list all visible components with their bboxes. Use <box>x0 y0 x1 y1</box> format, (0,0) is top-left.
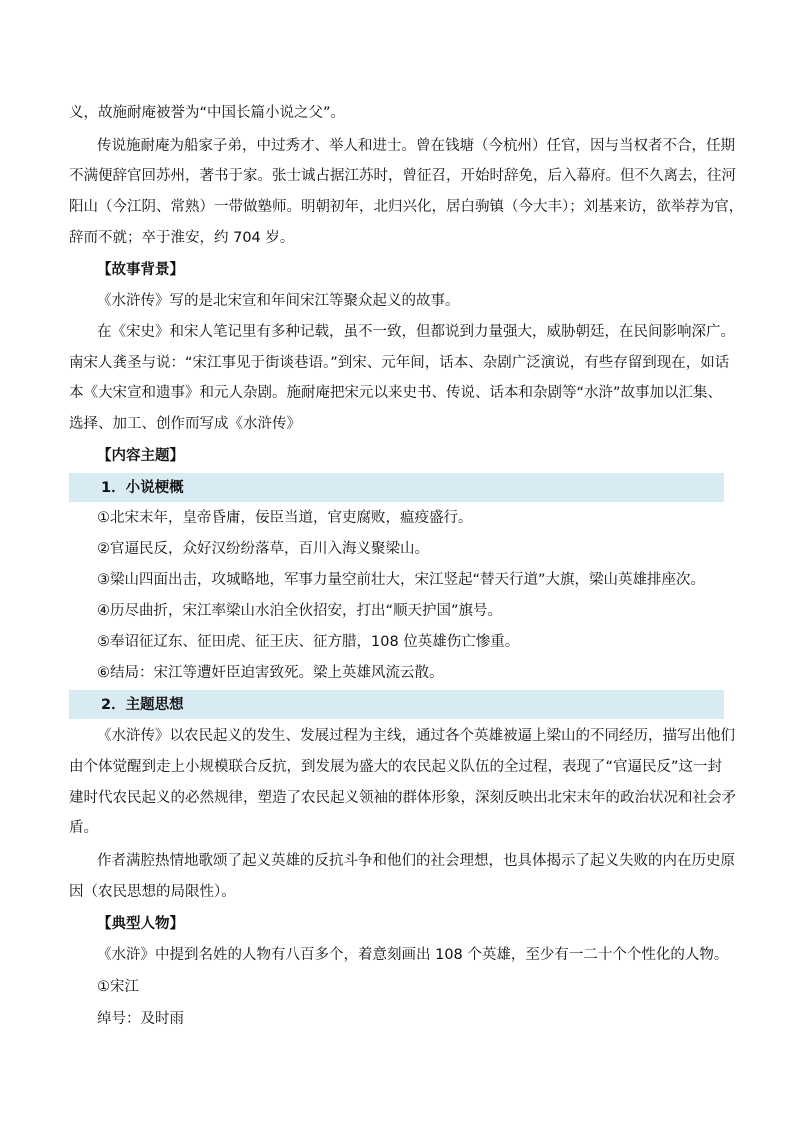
list-item: ④历尽曲折，宋江率梁山水泊全伙招安，打出“顺天护国”旗号。 <box>97 603 503 619</box>
text-line: 义，故施耐庵被誉为“中国长篇小说之父”。 <box>69 105 346 121</box>
list-item: ①北宋末年，皇帝昏庸，佞臣当道，官吏腐败，瘟疫盛行。 <box>97 510 473 526</box>
list-item: ⑥结局：宋江等遭奸臣迫害致死。梁上英雄风流云散。 <box>97 665 444 681</box>
list-item: ③梁山四面出击，攻城略地，军事力量空前壮大，宋江竖起“替天行道”大旗，梁山英雄排座次。 <box>97 572 706 588</box>
text-line: 阳山（今江阴、常熟）一带做塾师。明朝初年，北归兴化，居白驹镇（今大丰）；刘基来访，欲举荐为官， <box>69 199 744 215</box>
text-line: 辞而不就；卒于淮安，约 704 岁。 <box>69 230 295 246</box>
text-line: 盾。 <box>69 820 98 836</box>
text-line: 《水浒》中提到名姓的人物有八百多个，着意刻画出 108 个英雄，至少有一二十个个性化的人物。 <box>97 947 729 963</box>
subheading-theme: 2．主题思想 <box>101 697 184 713</box>
text-line: 绰号：及时雨 <box>97 1011 184 1027</box>
text-line: 南宋人龚圣与说：“宋江事见于街谈巷语。”到宋、元年间，话本、杂剧广泛演说，有些存留到现在，如话 <box>69 355 730 371</box>
text-line: 《水浒传》写的是北宋宣和年间宋江等聚众起义的故事。 <box>97 293 460 309</box>
text-line: 由个体觉醒到走上小规模联合反抗，到发展为盛大的农民起义队伍的全过程，表现了“官逼民反”这一封 <box>69 759 723 775</box>
list-item: ②官逼民反，众好汉纷纷落草，百川入海义聚梁山。 <box>97 541 429 557</box>
section-heading-themes: 【内容主题】 <box>97 448 184 464</box>
text-line: 在《宋史》和宋人笔记里有多种记载，虽不一致，但都说到力量强大，威胁朝廷，在民间影响深广。 <box>97 324 735 340</box>
section-heading-characters: 【典型人物】 <box>97 916 184 932</box>
list-item: ①宋江 <box>97 979 139 995</box>
text-line: 传说施耐庵为船家子弟，中过秀才、举人和进士。曾在钱塘（今杭州）任官，因与当权者不合，任期 <box>97 138 735 154</box>
section-heading-background: 【故事背景】 <box>97 262 184 278</box>
text-line: 建时代农民起义的必然规律，塑造了农民起义领袖的群体形象，深刻反映出北宋末年的政治状况和社会矛 <box>69 790 736 806</box>
text-line: 因（农民思想的局限性）。 <box>69 884 236 900</box>
text-line: 《水浒传》以农民起义的发生、发展过程为主线，通过各个英雄被逼上梁山的不同经历，描写出他们 <box>97 728 735 744</box>
list-item: ⑤奉诏征辽东、征田虎、征王庆、征方腊，108 位英雄伤亡惨重。 <box>97 634 520 650</box>
text-line: 不满便辞官回苏州，著书于家。张士诚占据江苏时，曾征召，开始时辞免，后入幕府。但不久离去，往河 <box>69 168 736 184</box>
text-line: 作者满腔热情地歌颂了起义英雄的反抗斗争和他们的社会理想，也具体揭示了起义失败的内在历史原 <box>97 853 735 869</box>
text-line: 本《大宋宣和遗事》和元人杂剧。施耐庵把宋元以来史书、传说、话本和杂剧等“水浒”故事加以汇集、 <box>69 385 723 401</box>
text-line: 选择、加工、创作而写成《水浒传》 <box>69 416 301 432</box>
subheading-summary: 1．小说梗概 <box>101 480 184 496</box>
